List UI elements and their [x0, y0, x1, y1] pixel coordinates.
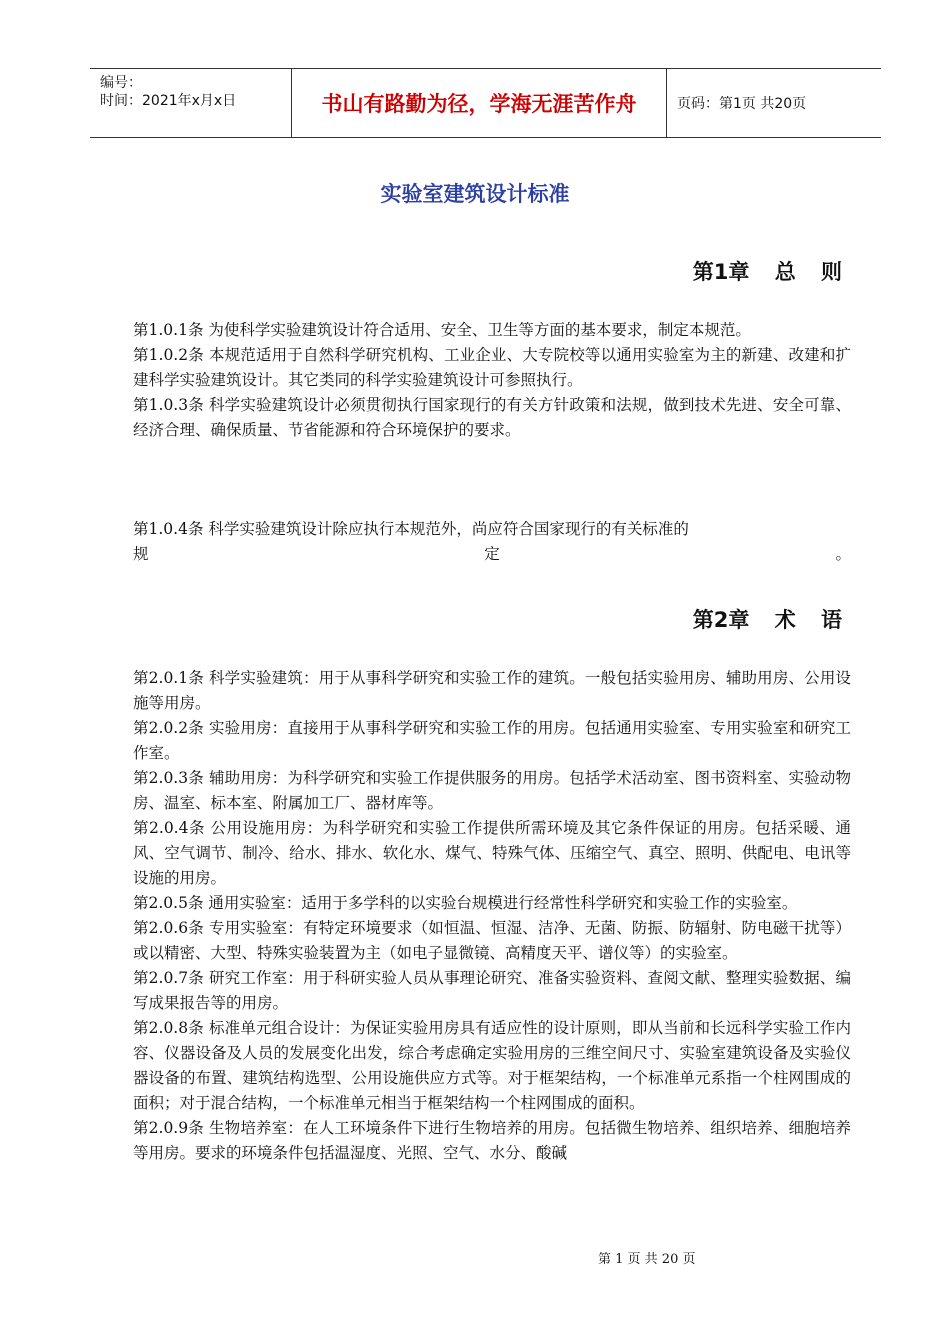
tail-char-3: 。 [835, 545, 851, 563]
article-2-0-4: 第2.0.4条 公用设施用房：为科学研究和实验工作提供所需环境及其它条件保证的用房。包括采暖、通风、空气调节、制冷、给水、排水、软化水、煤气、特殊气体、压缩空气、真空、照明、供配电、电讯等设施的用房。 [133, 819, 851, 887]
page-header [90, 68, 881, 138]
article-2-0-2: 第2.0.2条 实验用房：直接用于从事科学研究和实验工作的用房。包括通用实验室、专用实验室和研究工作室。 [133, 719, 851, 762]
page-footer: 第 1 页 共 20 页 [598, 1252, 696, 1267]
header-motto: 书山有路勤为径，学海无涯苦作舟 [292, 69, 667, 137]
article-1-0-4-block [133, 517, 851, 567]
article-2-0-1: 第2.0.1条 科学实验建筑：用于从事科学研究和实验工作的建筑。一般包括实验用房、辅助用房、公用设施等用房。 [133, 669, 851, 712]
header-page-info: 页码：第1页 共20页 [677, 96, 807, 112]
article-1-0-4: 第1.0.4条 科学实验建筑设计除应执行本规范外，尚应符合国家现行的有关标准的 [133, 520, 689, 538]
chapter-1-word-2: 则 [821, 260, 842, 284]
article-2-0-6: 第2.0.6条 专用实验室：有特定环境要求（如恒温、恒湿、洁净、无菌、防振、防辐射、防电磁干扰等）或以精密、大型、特殊实验装置为主（如电子显微镜、高精度天平、谱仪等）的实验室。 [133, 919, 851, 962]
chapter-2-word-2: 语 [821, 608, 842, 632]
article-2-0-9: 第2.0.9条 生物培养室：在人工环境条件下进行生物培养的用房。包括微生物培养、组织培养、细胞培养等用房。要求的环境条件包括温湿度、光照、空气、水分、酸碱 [133, 1119, 851, 1162]
time-label: 时间：2021年x月x日 [100, 93, 237, 109]
tail-char-1: 规 [133, 545, 149, 563]
article-2-0-8: 第2.0.8条 标准单元组合设计：为保证实验用房具有适应性的设计原则，即从当前和长远科学实验工作内容、仪器设备及人员的发展变化出发，综合考虑确定实验用房的三维空间尺寸、实验室建筑设备及实验仪器设备的布置、建筑结构选型、公用设施供应方式等。对于框架结构，一个标准单元系指一个柱网围成的面积；对于混合结构，一个标准单元相当于框架结构一个柱网围成的面积。 [133, 1019, 851, 1112]
article-2-0-7: 第2.0.7条 研究工作室：用于科研实验人员从事理论研究、准备实验资料、查阅文献、整理实验数据、编写成果报告等的用房。 [133, 969, 851, 1012]
chapter-1-number: 第1章 [692, 260, 750, 284]
tail-char-2: 定 [484, 545, 500, 563]
chapter-2-number: 第2章 [692, 608, 750, 632]
number-label: 编号： [100, 75, 142, 91]
chapter-2-word-1: 术 [774, 608, 796, 632]
article-1-0-3: 第1.0.3条 科学实验建筑设计必须贯彻执行国家现行的有关方针政策和法规，做到技术先进、安全可靠、经济合理、确保质量、节省能源和符合环境保护的要求。 [133, 396, 851, 439]
article-1-0-2: 第1.0.2条 本规范适用于自然科学研究机构、工业企业、大专院校等以通用实验室为主的新建、改建和扩建科学实验建筑设计。其它类同的科学实验建筑设计可参照执行。 [133, 346, 851, 389]
chapter-1-heading [693, 256, 842, 286]
article-2-0-3: 第2.0.3条 辅助用房：为科学研究和实验工作提供服务的用房。包括学术活动室、图书资料室、实验动物房、温室、标本室、附属加工厂、器材库等。 [133, 769, 851, 812]
document-title: 实验室建筑设计标准 [380, 182, 570, 206]
article-1-0-1: 第1.0.1条 为使科学实验建筑设计符合适用、安全、卫生等方面的基本要求，制定本规范。 [133, 321, 751, 339]
chapter-2-body [133, 666, 851, 1166]
header-meta [90, 69, 292, 137]
chapter-1-body [133, 318, 851, 443]
chapter-1-word-1: 总 [774, 260, 796, 284]
chapter-2-heading [693, 604, 842, 634]
article-2-0-5: 第2.0.5条 通用实验室：适用于多学科的以实验台规模进行经常性科学研究和实验工作的实验室。 [133, 894, 798, 912]
article-1-0-4-tail [133, 542, 851, 567]
